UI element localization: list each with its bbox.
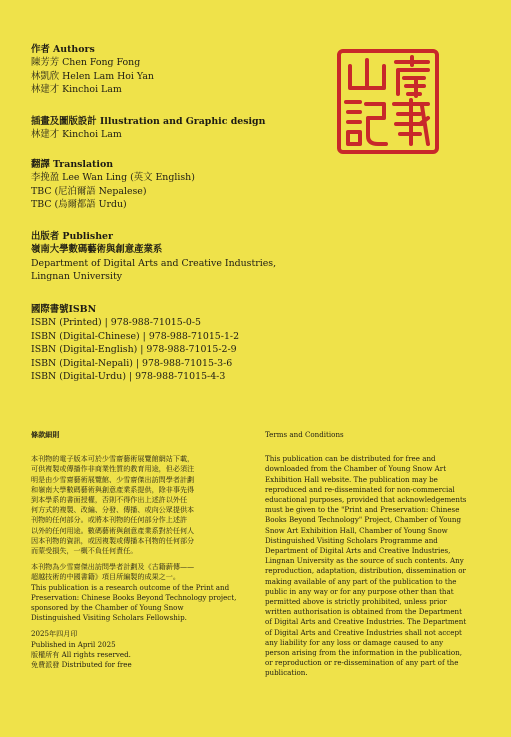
publication-info-line: 版權所有 All rights reserved. bbox=[31, 649, 131, 659]
outcome-line: Preservation: Chinese Books Beyond Technology project, bbox=[31, 592, 237, 602]
publisher-heading: 出版者 Publisher bbox=[31, 231, 113, 242]
terms-zh-line: 以外的任何用途。數碼藝術與創意產業系對於任何人 bbox=[31, 525, 195, 535]
isbn-line: ISBN (Digital-Urdu) | 978-988-71015-4-3 bbox=[31, 371, 226, 383]
terms-en-line: or reproduction or re-dissemination of any part of the bbox=[265, 658, 459, 668]
outcome-line: Distinguished Visiting Scholars Fellowship. bbox=[31, 613, 187, 623]
terms-en-line: publication. bbox=[265, 668, 308, 678]
outcome-line: 超越技術的中國書籍》項目所編製的成果之一。 bbox=[31, 572, 180, 582]
author-name: 林凱欣 Helen Lam Hoi Yan bbox=[31, 70, 154, 82]
publisher-line: Lingnan University bbox=[31, 271, 123, 283]
translation-heading: 翻譯 Translation bbox=[31, 159, 114, 170]
terms-zh-line: 明是由少雪齋藝術展覽館、少雪齋傑出訪問學者計劃 bbox=[31, 474, 195, 484]
terms-zh-line: 刊物的任何部分。或將本刊物的任何部分作上述許 bbox=[31, 515, 188, 525]
publication-info-paragraph bbox=[31, 629, 253, 670]
terms-en-line: Distinguished Visiting Scholars Programme and bbox=[265, 535, 438, 545]
terms-en-line: reproduction, adaptation, distribution, dissemination or bbox=[265, 566, 466, 576]
terms-en-line: This publication can be distributed for free and bbox=[265, 454, 436, 464]
terms-en-line: making available of any part of the publication to the bbox=[265, 576, 457, 586]
isbn-section bbox=[31, 303, 239, 383]
translation-section bbox=[31, 158, 195, 212]
terms-en-line: of Digital Arts and Creative Industries shall not accept bbox=[265, 627, 462, 637]
publication-info-line: Published in April 2025 bbox=[31, 639, 116, 649]
outcome-line: sponsored by the Chamber of Young Snow bbox=[31, 603, 184, 613]
terms-en-line: downloaded from the Chamber of Young Snow Art bbox=[265, 464, 447, 474]
author-name: 林建才 Kinchoi Lam bbox=[31, 84, 122, 96]
terms-zh-line: 因本刊物的資訊，或因複製或傳播本刊物的任何部分 bbox=[31, 535, 195, 545]
publication-info-line: 2025年四月印 bbox=[31, 629, 78, 639]
publisher-section bbox=[31, 230, 276, 284]
terms-zh-paragraph bbox=[31, 454, 253, 556]
translator-name: TBC (尼泊爾語 Nepalese) bbox=[31, 185, 147, 197]
terms-en-line: reproduced and re-disseminated for non-commercial bbox=[265, 484, 455, 494]
terms-en-line: Department of Digital Arts and Creative Industries, bbox=[265, 546, 451, 556]
terms-en-line: any liability for any loss or damage caused to any bbox=[265, 637, 444, 647]
publication-info-line: 免費派發 Distributed for free bbox=[31, 660, 132, 670]
terms-en-line: public in any way or for any purpose other than that bbox=[265, 586, 454, 596]
terms-en-line: Snow Art Exhibition Hall, Chamber of Young Snow bbox=[265, 525, 448, 535]
publisher-line: Department of Digital Arts and Creative Industries, bbox=[31, 257, 277, 269]
illustration-section bbox=[31, 115, 265, 142]
terms-zh-line: 而蒙受損失，一概不負任何責任。 bbox=[31, 546, 138, 556]
terms-en-line: Lingnan University as the source of such contents. Any bbox=[265, 556, 464, 566]
terms-en-line: educational purposes, provided that acknowledgements bbox=[265, 495, 467, 505]
terms-en-heading: Terms and Conditions bbox=[265, 430, 344, 439]
author-name: 陳芳芳 Chen Fong Fong bbox=[31, 57, 141, 69]
terms-en-line: permitted above is strictly prohibited, unless prior bbox=[265, 597, 447, 607]
terms-en-line: Exhibition Hall website. The publication may be bbox=[265, 474, 438, 484]
illustrator-name: 林建才 Kinchoi Lam bbox=[31, 129, 122, 141]
terms-zh-line: 何方式的複製、改編、分發、傳播、或向公眾提供本 bbox=[31, 505, 195, 515]
isbn-heading: 國際書號ISBN bbox=[31, 304, 97, 315]
authors-heading: 作者 Authors bbox=[31, 44, 95, 55]
research-outcome-paragraph bbox=[31, 562, 253, 623]
terms-en-line: written authorisation is obtained from the Department bbox=[265, 607, 462, 617]
translator-name: TBC (烏爾都語 Urdu) bbox=[31, 199, 127, 211]
outcome-line: This publication is a research outcome of the Print and bbox=[31, 582, 230, 592]
translator-name: 李挽盈 Lee Wan Ling (英文 English) bbox=[31, 172, 195, 184]
terms-en-paragraph bbox=[265, 454, 487, 678]
terms-en-line: of Digital Arts and Creative Industries. The Department bbox=[265, 617, 467, 627]
terms-english-column bbox=[265, 430, 487, 685]
terms-en-line: Books Beyond Technology" Project, Chamber of Young bbox=[265, 515, 462, 525]
outcome-line: 本刊物為少雪齋傑出訪問學者計劃及《古籍薪傳—— bbox=[31, 562, 195, 572]
terms-en-line: person arising from the information in the publication, bbox=[265, 648, 463, 658]
terms-zh-heading: 條款細則 bbox=[31, 430, 60, 439]
isbn-line: ISBN (Digital-Nepali) | 978-988-71015-3-6 bbox=[31, 357, 233, 369]
terms-zh-line: 和嶺南大學數碼藝術與創意產業系提供，除非事先得 bbox=[31, 484, 195, 494]
terms-zh-line: 本刊物的電子版本可於少雪齋藝術展覽館網站下載， bbox=[31, 454, 195, 464]
authors-section bbox=[31, 43, 154, 97]
terms-zh-line: 到本學系的書面授權，否則不得作出上述許以外任 bbox=[31, 495, 188, 505]
isbn-line: ISBN (Digital-Chinese) | 978-988-71015-1-2 bbox=[31, 330, 240, 342]
terms-chinese-column bbox=[31, 430, 253, 676]
isbn-line: ISBN (Digital-English) | 978-988-71015-2-9 bbox=[31, 344, 237, 356]
red-seal-stamp bbox=[336, 48, 440, 155]
publisher-line: 嶺南大學數碼藝術與創意產業系 bbox=[31, 244, 163, 256]
terms-en-line: must be given to the "Print and Preservation: Chinese bbox=[265, 505, 460, 515]
illustration-heading: 插畫及圖版設計 Illustration and Graphic design bbox=[31, 116, 266, 127]
isbn-line: ISBN (Printed) | 978-988-71015-0-5 bbox=[31, 317, 201, 329]
terms-zh-line: 可供複製或傳播作非商業性質的教育用途，但必須注 bbox=[31, 464, 195, 474]
